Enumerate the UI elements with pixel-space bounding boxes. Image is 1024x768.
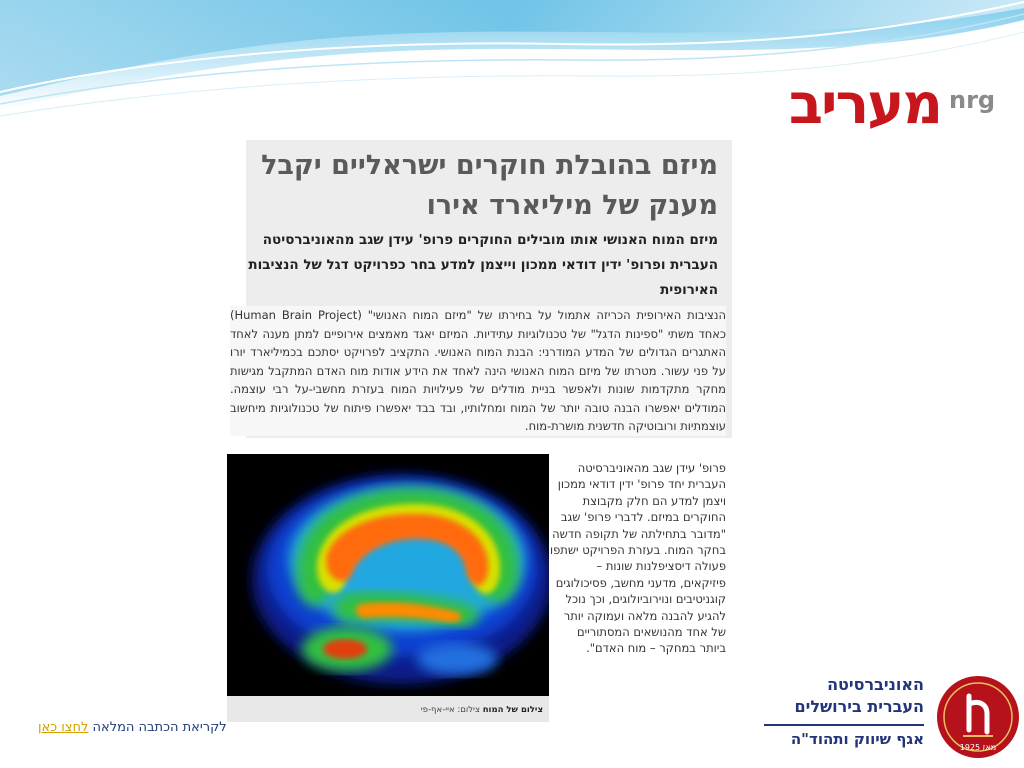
read-full-label: לקריאת הכתבה המלאה — [92, 720, 227, 735]
hebrew-university-logo — [757, 666, 1024, 768]
click-here-link[interactable]: לחצו כאן — [38, 720, 89, 735]
caption-credit: צילום: איי-אף-פי — [420, 705, 480, 715]
brain-scan-figure — [227, 454, 549, 722]
seal-year: מאז 1925 — [959, 743, 997, 752]
article-side-column: פרופ' עידן שגב מהאוניברסיטה העברית יחד פרופ' ידין דודאי ממכון ויצמן למדע הם חלק מקבוצת החוקרים במיזם. לדברי פרופ' שגב "מדובר בתחילתה של תקופה חדשה בחקר המוח. בעזרת הפרויקט ישתפו פעולה דיסציפלנות שונות – פיזיקאים, מדעני מחשב, פסיכולוגים קוגניטיבים ונוירוביולוגים, וכך נוכל להגיע להבנה מלאה ועמוקה יותר של אחד מהנושאים המסתוריים ביותר במחקר – מוח האדם". — [549, 461, 726, 656]
article-body: הנציבות האירופית הכריזה אתמול על בחירתו של "מיזם המוח האנושי" (Human Brain Project) כאחד משתי "ספינות הדגל" של טכנולוגיות עתידיות. המיזם יאגד מאמצים אירופיים למתן מענה לאחד האתגרים הגדולים של המדע המודרני: הבנת המוח האנושי. התקציב לפרויקט יסתכם בכמיליארד יורו על פני עשור. מטרתו של מיזם המוח האנושי הינה לאחד את הידע אודות מוח האדם המתקבל מגישות מחקר מתקדמות שונות ולאפשר בניית מודלים של פעילויות המוח בעזרת מחשבי-על רבי עוצמה. המודלים יאפשרו הבנה טובה יותר של המוח ומחלותיו, ובד בבד יאפשרו פיתוח של טכנולוגיות מיחשוב עוצמתיות ורובוטיקה חדשנית מושרת-מוח. — [230, 306, 726, 436]
maariv-wordmark: מעריב — [788, 72, 941, 137]
read-full-article — [38, 720, 227, 735]
brain-scan-image — [227, 454, 549, 696]
university-name-line1: האוניברסיטה — [827, 675, 924, 694]
department-name: אגף שיווק ותהוד"ה — [790, 730, 924, 748]
university-name-line2: העברית בירושלים — [794, 697, 924, 716]
article-subheadline: מיזם המוח האנושי אותו מובילים החוקרים פרופ' עידן שגב מהאוניברסיטה העברית ופרופ' ידין דודאי ממכון וייצמן למדע בחר כפרויקט דגל של הנציבות האירופית — [248, 232, 718, 298]
logo-divider — [764, 724, 924, 726]
university-name — [794, 674, 924, 718]
university-seal-icon — [935, 674, 1021, 760]
news-clipping — [224, 140, 732, 720]
image-caption — [227, 700, 549, 720]
article-headline: מיזם בהובלת חוקרים ישראליים יקבל מענק של מיליארד אירו — [261, 150, 718, 221]
nrg-wordmark: nrg — [949, 86, 996, 114]
maariv-nrg-logo — [788, 72, 1015, 137]
caption-title: צילום של המוח — [482, 705, 543, 715]
